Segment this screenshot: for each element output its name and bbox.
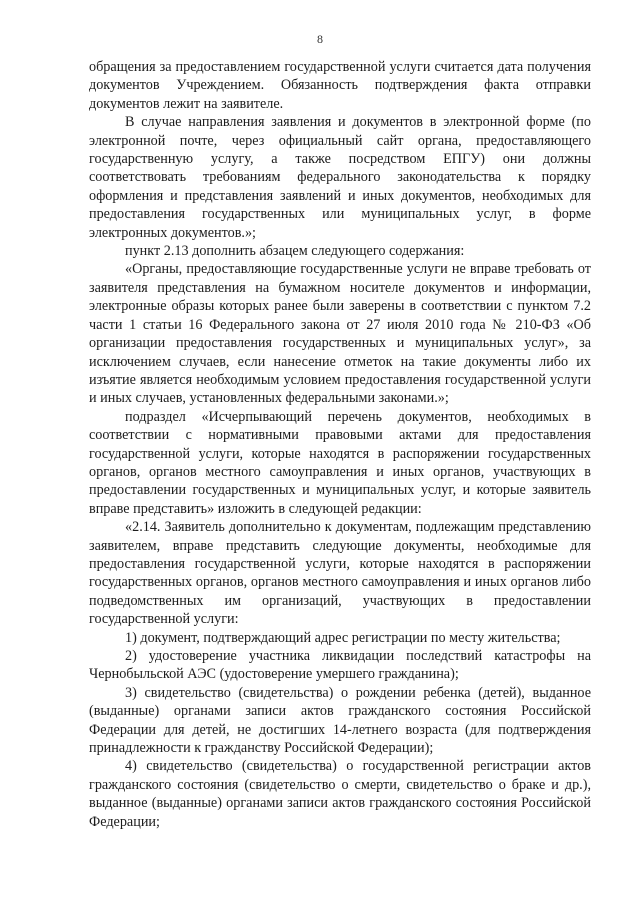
list-item: 3) свидетельство (свидетельства) о рождении ребенка (детей), выданное (выданные) органами записи актов гражданского состояния Российской Федерации для детей, не достигших 14-летнего возраста (для подтверждения принадлежности к гражданству Российской Федерации); — [89, 684, 591, 757]
paragraph: пункт 2.13 дополнить абзацем следующего содержания: — [125, 243, 465, 260]
document-body — [89, 58, 591, 831]
list-item: 1) документ, подтверждающий адрес регистрации по месту жительства; — [125, 629, 561, 646]
page-number: 8 — [317, 32, 323, 46]
list-item: 4) свидетельство (свидетельства) о государственной регистрации актов гражданского состояния (свидетельство о смерти, свидетельство о браке и др.), выданное (выданные) органами записи актов гражданского состояния Российской Федерации; — [89, 758, 591, 830]
paragraph: подраздел «Исчерпывающий перечень документов, необходимых в соответствии с нормативными правовыми актами для предоставления государственной услуги, которые находятся в распоряжении государственных органов, органов местного самоуправления и иных органов, участвующих в предоставлении государственных и муниципальных услуг, и которые заявитель вправе представить» изложить в следующей редакции: — [89, 408, 591, 517]
paragraph: «2.14. Заявитель дополнительно к документам, подлежащим представлению заявителем, вправе представить следующие документы, необходимые для предоставления государственной услуги, которые находятся в распоряжении государственных органов, органов местного самоуправления и иных органов либо подведомственных им организаций, участвующих в предоставлении государственной услуги: — [89, 519, 591, 628]
paragraph: В случае направления заявления и документов в электронной форме (по электронной почте, через официальный сайт органа, предоставляющего государственную услугу, а также посредством ЕПГУ) они должны соответствовать требованиям федерального законодательства к порядку оформления и представления заявлений и иных документов, необходимых для предоставления государственных или муниципальных услуг, в форме электронных документов.»; — [89, 114, 591, 241]
paragraph: «Органы, предоставляющие государственные услуги не вправе требовать от заявителя представления на бумажном носителе документов и информации, электронные образы которых ранее были заверены в соответствии с пунктом 7.2 части 1 статьи 16 Федерального закона от 27 июля 2010 года № 210-ФЗ «Об организации предоставления государственных и муниципальных услуг», за исключением случаев, если нанесение отметок на такие документы либо их изъятие является необходимым условием предоставления государственной услуги и иных случаев, установленных федеральными законами.»; — [89, 261, 591, 407]
paragraph: обращения за предоставлением государственной услуги считается дата получения документов Учреждением. Обязанность подтверждения факта отправки документов лежит на заявителе. — [89, 59, 591, 112]
list-item: 2) удостоверение участника ликвидации последствий катастрофы на Чернобыльской АЭС (удостоверение умершего гражданина); — [89, 648, 591, 683]
